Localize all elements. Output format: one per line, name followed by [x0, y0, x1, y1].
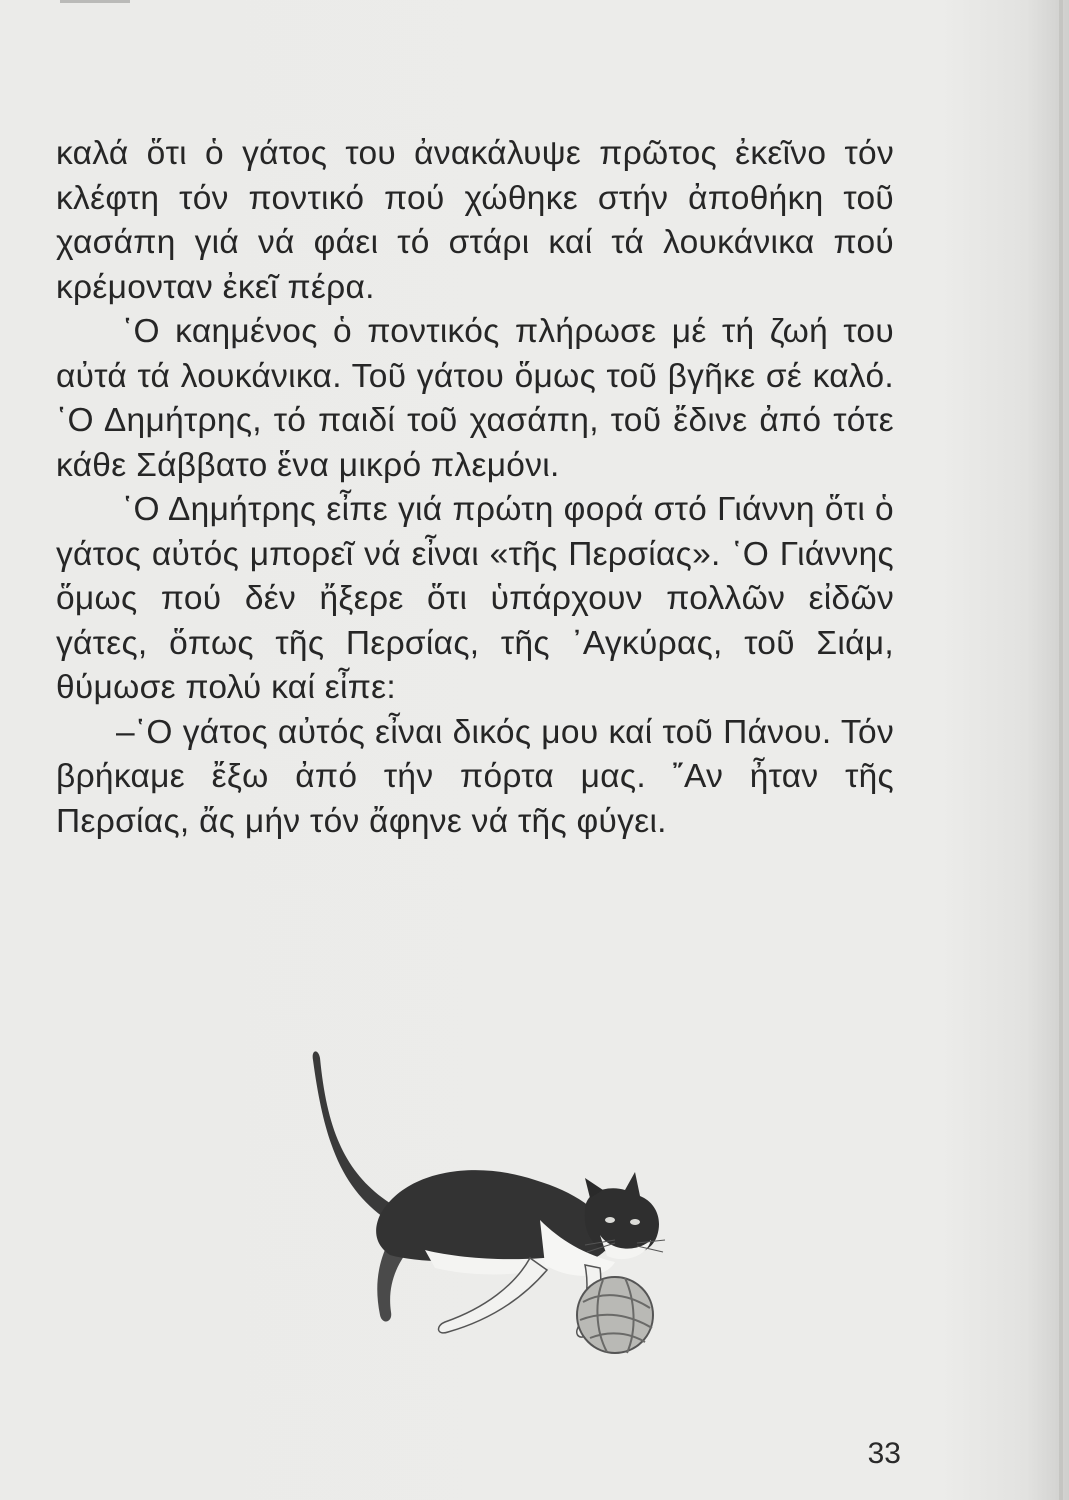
- body-text: [56, 132, 894, 844]
- paragraph-2: ῾Ο καημένος ὁ ποντικός πλήρωσε μέ τή ζωή του αὐτά τά λουκάνικα. Τοῦ γάτου ὅμως τοῦ βγῆκε σέ καλό. ῾Ο Δημήτρης, τό παιδί τοῦ χασάπη, τοῦ ἔδινε ἀπό τότε κάθε Σάββατο ἕνα μικρό πλεμόνι.: [56, 313, 894, 484]
- ball-of-yarn-icon: [577, 1277, 653, 1353]
- paragraph-1: καλά ὅτι ὁ γάτος του ἀνακάλυψε πρῶτος ἐκεῖνο τόν κλέφτη τόν ποντικό πού χώθηκε στήν ἀποθήκη τοῦ χασάπη γιά νά φάει τό στάρι καί τά λουκάνικα πού κρέμονταν ἐκεῖ πέρα.: [56, 135, 894, 306]
- page-edge-shadow: [1059, 0, 1063, 1500]
- paragraph-dialog: –῾Ο γάτος αὐτός εἶναι δικός μου καί τοῦ Πάνου. Τόν βρήκαμε ἔξω ἀπό τήν πόρτα μας. ῎Αν ἦταν τῆς Περσίας, ἄς μήν τόν ἄφηνε νά τῆς φύγει.: [56, 713, 894, 840]
- cat-with-ball-illustration: [285, 1040, 685, 1390]
- paragraph-3: ῾Ο Δημήτρης εἶπε γιά πρώτη φορά στό Γιάννη ὅτι ὁ γάτος αὐτός μπορεῖ νά εἶναι «τῆς Περσίας». ῾Ο Γιάννης ὅμως πού δέν ἤξερε ὅτι ὑπάρχουν πολλῶν εἰδῶν γάτες, ὅπως τῆς Περσίας, τῆς ᾿Αγκύρας, τοῦ Σιάμ, θύμωσε πολύ καί εἶπε:: [56, 491, 894, 706]
- top-edge-mark: [60, 0, 130, 3]
- page-number: 33: [867, 1437, 901, 1470]
